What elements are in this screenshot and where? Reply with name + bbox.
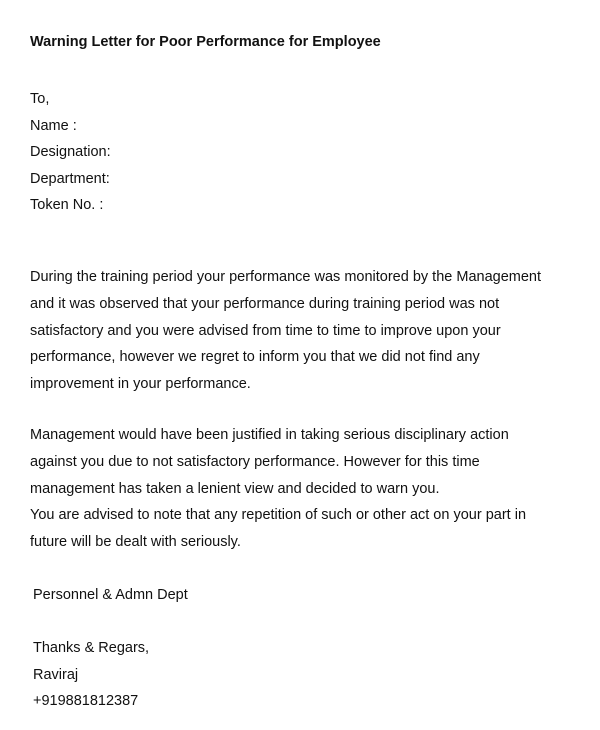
paragraph-line: Management would have been justified in taking serious disciplinary action <box>30 427 509 443</box>
sender-department: Personnel & Admn Dept <box>33 587 188 603</box>
department-field-label: Department: <box>30 170 110 187</box>
paragraph-line: and it was observed that your performance during training period was not <box>30 295 500 312</box>
sender-phone: +919881812387 <box>33 693 139 709</box>
paragraph-line: management has taken a lenient view and decided to warn you. <box>30 480 440 497</box>
name-field-label: Name : <box>30 117 77 134</box>
paragraph-line: performance, however we regret to inform you that we did not find any <box>30 349 480 366</box>
paragraph-line: against you due to not satisfactory performance. However for this time <box>30 453 480 470</box>
paragraph-line: You are advised to note that any repetition of such or other act on your part in <box>30 507 527 524</box>
token-field-label: Token No. : <box>30 197 104 213</box>
letter-title: Warning Letter for Poor Performance for Employee <box>30 34 381 50</box>
recipient-block <box>30 86 111 219</box>
closing-salutation: Thanks & Regars, <box>33 640 150 656</box>
designation-field-label: Designation: <box>30 144 111 160</box>
sender-name: Raviraj <box>33 666 79 683</box>
closing-block <box>33 635 149 715</box>
body-paragraph-2 <box>30 422 582 556</box>
paragraph-line: future will be dealt with seriously. <box>30 534 241 551</box>
paragraph-line: During the training period your performance was monitored by the Management <box>30 269 541 285</box>
paragraph-line: improvement in your performance. <box>30 376 251 393</box>
paragraph-line: satisfactory and you were advised from time to time to improve upon your <box>30 322 501 339</box>
to-line: To, <box>30 91 50 107</box>
body-paragraph-1 <box>30 264 582 398</box>
